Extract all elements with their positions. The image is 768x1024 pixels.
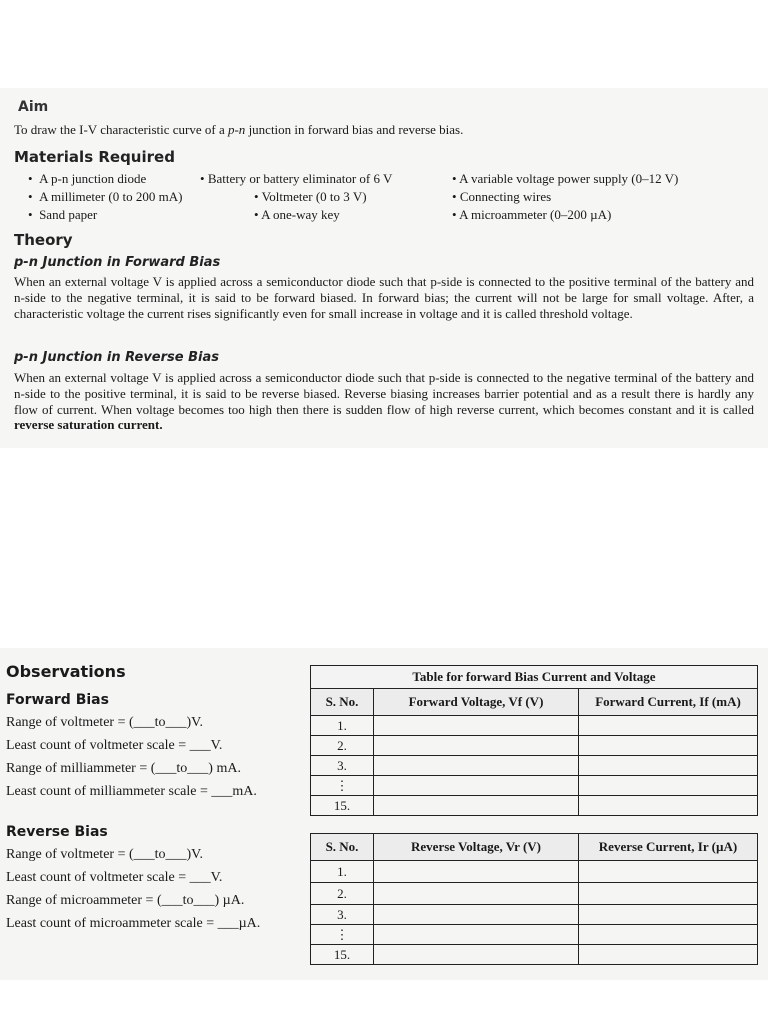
table-row: ⋮ <box>311 776 758 796</box>
material-item: • Sand paper <box>28 207 98 222</box>
reverse-bias-theory-text <box>14 370 754 433</box>
table-row: 2. <box>311 883 758 905</box>
aim-text-start: To draw the I-V characteristic curve of a <box>14 122 228 137</box>
forward-table-caption: Table for forward Bias Current and Voltage <box>311 666 758 689</box>
material-item: • A one-way key <box>254 207 340 222</box>
forward-bias-lines <box>6 715 257 807</box>
reverse-bias-table <box>310 833 758 965</box>
column-header-forward-voltage: Forward Voltage, Vf (V) <box>374 689 579 716</box>
forward-bias-heading: Forward Bias <box>6 692 109 708</box>
materials-col-2 <box>200 171 392 225</box>
observations-heading: Observations <box>6 662 126 681</box>
material-item: • A microammeter (0–200 µA) <box>452 207 612 222</box>
material-item: • A millimeter (0 to 200 mA) <box>28 189 183 204</box>
column-header-sno: S. No. <box>311 834 374 861</box>
material-item: • Voltmeter (0 to 3 V) <box>254 189 367 204</box>
materials-heading: Materials Required <box>14 148 175 166</box>
table-row: ⋮ <box>311 925 758 945</box>
reverse-bias-text-body: When an external voltage V is applied across a semiconductor diode such that p-side is connected to the negative terminal of the battery and n-side to the positive terminal, it is said to be reverse biased. Reverse biasing increases barrier potential and as a result there is hardly any flow of current. When voltage becomes too high then there is sudden flow of high reverse current, which becomes constant and it is called <box>14 370 754 417</box>
reverse-saturation-term: reverse saturation current. <box>14 417 163 433</box>
aim-text-end: junction in forward bias and reverse bias. <box>245 122 464 137</box>
material-item: • A p-n junction diode <box>28 171 147 186</box>
reverse-bias-heading: Reverse Bias <box>6 824 108 840</box>
material-item: • Battery or battery eliminator of 6 V <box>200 171 393 186</box>
forward-bias-theory-heading: p-n Junction in Forward Bias <box>14 255 221 270</box>
table-row: 2. <box>311 736 758 756</box>
table-row: 3. <box>311 756 758 776</box>
table-row: 3. <box>311 905 758 925</box>
material-item: • A variable voltage power supply (0–12 V) <box>452 171 679 186</box>
table-row: 15. <box>311 945 758 965</box>
forward-bias-table <box>310 665 758 816</box>
column-header-reverse-voltage: Reverse Voltage, Vr (V) <box>374 834 579 861</box>
observation-line: Range of voltmeter = (___to___)V. <box>6 847 203 862</box>
column-header-reverse-current: Reverse Current, Ir (µA) <box>579 834 758 861</box>
observation-line: Least count of voltmeter scale = ___V. <box>6 738 223 753</box>
materials-col-3 <box>452 171 678 225</box>
theory-heading: Theory <box>14 231 73 249</box>
reverse-bias-lines <box>6 847 260 939</box>
aim-heading: Aim <box>18 99 49 115</box>
materials-col-1 <box>28 171 182 225</box>
table-row: 1. <box>311 716 758 736</box>
aim-text <box>14 122 754 138</box>
observation-line: Range of voltmeter = (___to___)V. <box>6 715 203 730</box>
column-header-forward-current: Forward Current, If (mA) <box>579 689 758 716</box>
aim-text-pn: p-n <box>227 122 246 137</box>
reverse-bias-theory-heading: p-n Junction in Reverse Bias <box>14 350 219 365</box>
material-item: • Connecting wires <box>452 189 552 204</box>
forward-bias-theory-text: When an external voltage V is applied across a semiconductor diode such that p-side is connected to the positive terminal of the battery and n-side to the negative terminal, it is said to be forward biased. In forward bias; the current will not be large for small voltage. After, a characteristic voltage the current rises significantly even for small increase in voltage and it is called threshold voltage. <box>14 274 754 321</box>
table-row: 1. <box>311 861 758 883</box>
column-header-sno: S. No. <box>311 689 374 716</box>
observation-line: Range of microammeter = (___to___) µA. <box>6 893 245 908</box>
observation-line: Least count of voltmeter scale = ___V. <box>6 870 223 885</box>
table-row: 15. <box>311 796 758 816</box>
observation-line: Least count of milliammeter scale = ___mA. <box>6 784 257 799</box>
observation-line: Least count of microammeter scale = ___µA. <box>6 916 261 931</box>
observation-line: Range of milliammeter = (___to___) mA. <box>6 761 241 776</box>
